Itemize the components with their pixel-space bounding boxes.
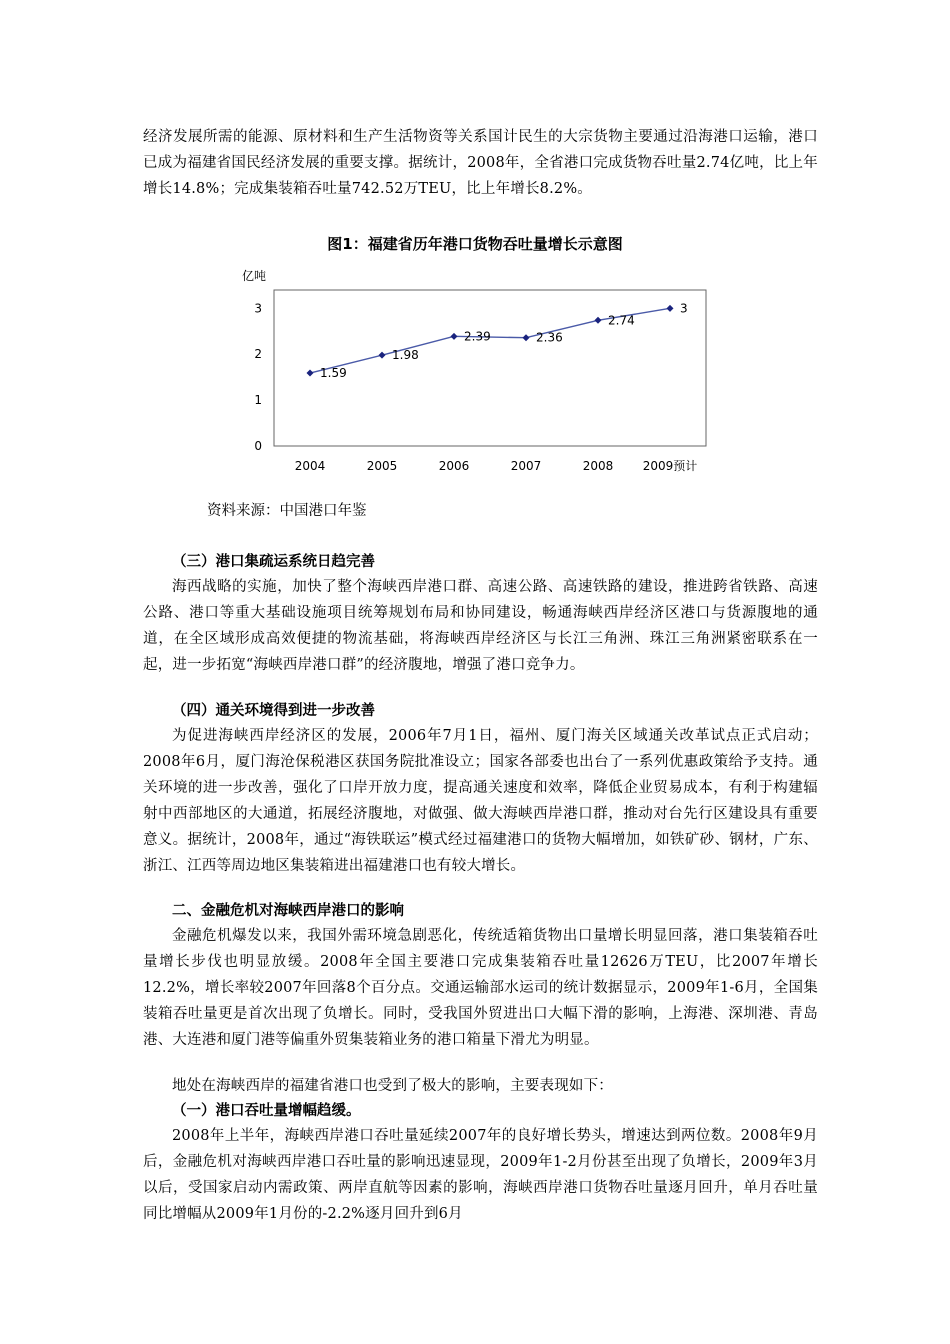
intro-paragraph: 经济发展所需的能源、原材料和生产生活物资等关系国计民生的大宗货物主要通过沿海港口运输，港口已成为福建省国民经济发展的重要支撑。据统计，2008年，全省港口完成货物吞吐量2.74亿吨，比上年增长14.8%；完成集装箱吞吐量742.52万TEU，比上年增长8.2%。 xyxy=(143,129,818,197)
y-tick-label: 1 xyxy=(254,393,262,408)
section-3-body: 海西战略的实施，加快了整个海峡西岸港口群、高速公路、高速铁路的建设，推进跨省铁路、高速公路、港口等重大基础设施项目统筹规划布局和协同建设，畅通海峡西岸经济区港口与货源腹地的通道，在全区域形成高效便捷的物流基础，将海峡西岸经济区与长江三角洲、珠江三角洲紧密联系在一起，进一步拓宽“海峡西岸港口群”的经济腹地，增强了港口竞争力。 xyxy=(143,579,818,673)
part-2-paragraph-2: 地处在海峡西岸的福建省港口也受到了极大的影响，主要表现如下： xyxy=(172,1078,613,1094)
subsection-1-body: 2008年上半年，海峡西岸港口吞吐量延续2007年的良好增长势头，增速达到两位数。2008年9月后，金融危机对海峡西岸港口吞吐量的影响迅速显现，2009年1-2月份甚至出现了负增长，2009年3月以后，受国家启动内需政策、两岸直航等因素的影响，海峡西岸港口货物吞吐量逐月回升，单月吞吐量同比增幅从2009年1月份的-2.2%逐月回升到6月 xyxy=(143,1128,818,1222)
section-4-heading: （四）通关环境得到进一步改善 xyxy=(172,703,375,719)
subsection-1-heading: （一）港口吞吐量增幅趋缓。 xyxy=(172,1103,361,1119)
throughput-line-chart xyxy=(232,262,712,480)
x-tick-label: 2004 xyxy=(294,459,326,473)
data-value-label: 1.59 xyxy=(320,366,347,381)
y-axis-label: 亿吨 xyxy=(242,269,267,283)
chart-title: 图1：福建省历年港口货物吞吐量增长示意图 xyxy=(327,235,623,253)
data-value-label: 2.74 xyxy=(608,313,635,328)
part-2-paragraph-1: 金融危机爆发以来，我国外需环境急剧恶化，传统适箱货物出口量增长明显回落，港口集装箱吞吐量增长步伐也明显放缓。2008年全国主要港口完成集装箱吞吐量12626万TEU，比2007年增长12.2%，增长率较2007年回落8个百分点。交通运输部水运司的统计数据显示，2009年1-6月，全国集装箱吞吐量更是首次出现了负增长。同时，受我国外贸进出口大幅下滑的影响，上海港、深圳港、青岛港、大连港和厦门港等偏重外贸集装箱业务的港口箱量下滑尤为明显。 xyxy=(143,928,818,1048)
data-value-label: 2.36 xyxy=(536,330,563,345)
x-tick-label: 2006 xyxy=(438,459,470,473)
section-4-body: 为促进海峡西岸经济区的发展，2006年7月1日，福州、厦门海关区域通关改革试点正式启动；2008年6月，厦门海沧保税港区获国务院批准设立；国家各部委也出台了一系列优惠政策给予支持。通关环境的进一步改善，强化了口岸开放力度，提高通关速度和效率，降低企业贸易成本，有利于构建辐射中西部地区的大通道，拓展经济腹地，对做强、做大海峡西岸港口群，推动对台先行区建设具有重要意义。据统计，2008年，通过“海铁联运”模式经过福建港口的货物大幅增加，如铁矿砂、钢材，广东、浙江、江西等周边地区集装箱进出福建港口也有较大增长。 xyxy=(143,728,818,874)
data-value-label: 2.39 xyxy=(464,329,491,344)
data-value-label: 3 xyxy=(680,301,688,316)
x-tick-label: 2009预计 xyxy=(642,459,698,473)
section-3-heading: （三）港口集疏运系统日趋完善 xyxy=(172,554,375,570)
y-tick-label: 2 xyxy=(254,347,262,362)
x-tick-label: 2008 xyxy=(582,459,614,473)
data-value-label: 1.98 xyxy=(392,348,419,363)
x-tick-label: 2007 xyxy=(510,459,542,473)
y-tick-label: 0 xyxy=(254,439,262,453)
y-tick-label: 3 xyxy=(254,301,262,316)
data-source-note: 资料来源：中国港口年鉴 xyxy=(207,503,367,519)
x-tick-label: 2005 xyxy=(366,459,398,473)
part-2-heading: 二、金融危机对海峡西岸港口的影响 xyxy=(172,903,404,919)
